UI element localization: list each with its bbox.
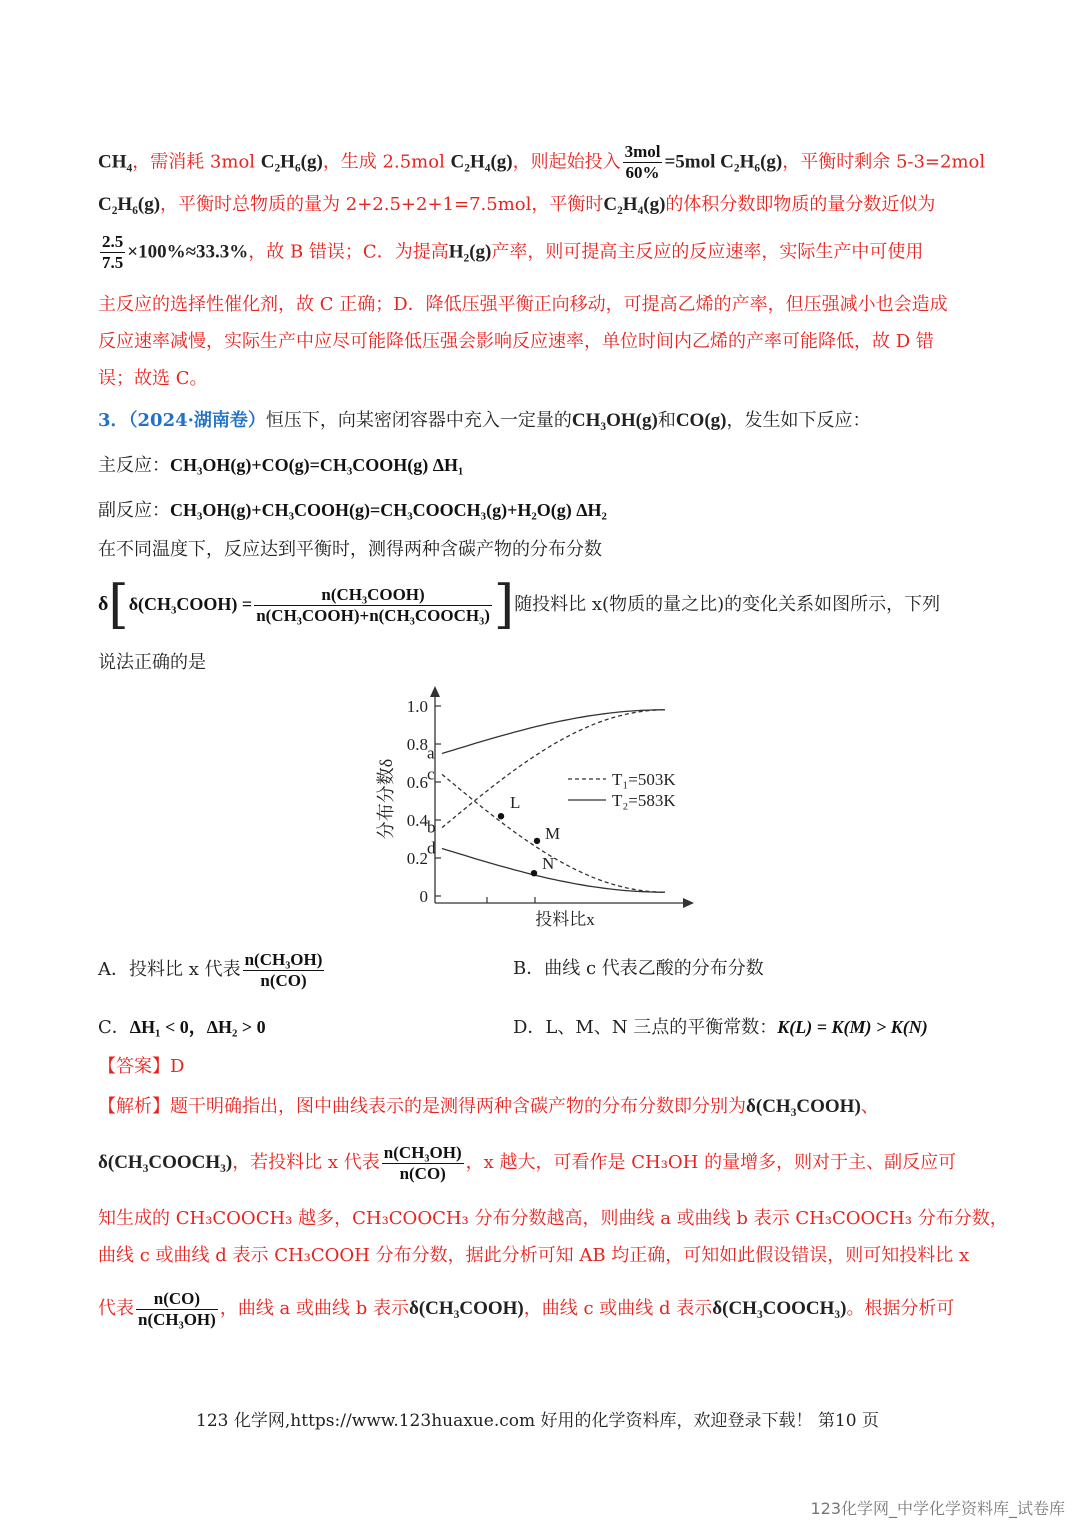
formula-c2h6: C₂H₆(g) [98,194,161,215]
fraction-numerator: 3mol [624,142,661,161]
text-span: ，曲线 a 或曲线 b 表示 [219,1298,409,1319]
y-tick-label: 0.8 [406,735,428,754]
text-span: ，发生如下反应： [726,410,871,431]
option-a[interactable] [98,948,326,992]
delta-symbol: δ [98,593,109,615]
question-ask: 说法正确的是 [98,652,206,673]
y-tick-label: 1.0 [406,697,428,716]
text-span: ，x 越大，可看作是 CH₃OH 的量增多，则对于主、副反应可 [465,1152,957,1173]
answer-line [98,1054,184,1080]
point-L [498,813,504,819]
point-M [534,838,540,844]
analysis-line-4: 曲线 c 或曲线 d 表示 CH₃COOH 分布分数，据此分析可知 AB 均正确，可知如此假设错误，则可知投料比 x [98,1245,970,1266]
y-tick-label: 0.4 [406,811,428,830]
formula-ch4: CH₄ [98,151,133,173]
analysis-line-5 [98,1286,954,1332]
main-reaction [98,452,463,479]
bracket-left: [ [108,575,129,635]
text-span: ，平衡时剩余 5-3=2mol [782,151,986,173]
curve-label-b: b [427,817,436,837]
analysis-line-2 [98,1140,956,1186]
curve-labels [427,744,560,877]
text-span: ，平衡时总物质的量为 2+2.5+2+1=7.5mol，平衡时 [160,194,604,215]
formula-c2h6: C₂H₆(g) [720,151,783,173]
text-span: ，需消耗 3mol [132,151,261,173]
text-span: ，生成 2.5mol [322,151,451,173]
point-label-M: M [545,823,561,843]
analysis-line-3: 知生成的 CH₃COOCH₃ 越多，CH₃COOCH₃ 分布分数越高，则曲线 a 或曲线 b 表示 CH₃COOCH₃ 分布分数， [98,1208,1008,1229]
question-number: 3． [98,410,129,431]
option-c-equation: ΔH₁ < 0，ΔH₂ > 0 [129,1017,266,1037]
text-span: 产率，则可提高主反应的反应速率，实际生产中可使用 [491,241,924,263]
text-span: 。根据分析可 [846,1298,955,1319]
option-c-label: C． [98,1017,130,1038]
text-span: 代表 [98,1298,134,1319]
option-d[interactable] [513,1014,928,1041]
prev-line-3 [98,232,923,273]
delta-fraction [254,585,492,626]
side-reaction-equation: CH₃OH(g)+CH₃COOH(g)=CH₃COOCH₃(g)+H₂O(g) ΔH₂ [170,500,607,520]
curve-label-c: c [427,764,435,784]
answer-value: D [170,1056,185,1077]
fraction-3mol-60 [623,142,663,183]
y-axis-label: 分布分数δ [376,758,396,840]
y-tick-label: 0.2 [406,849,428,868]
option-d-label: D．L、M、N 三点的平衡常数： [513,1017,778,1038]
delta-lhs: δ(CH₃COOH) = [128,594,253,614]
formula-delta-ch3cooch3: δ(CH₃COOCH₃) [712,1298,847,1319]
fraction-2.5-7.5 [100,232,125,273]
text-span: 随投料比 x(物质的量之比)的变化关系如图所示，下列 [514,594,941,615]
prev-line-6: 误；故选 C。 [98,368,208,389]
formula-c2h6: C₂H₆(g) [260,151,323,173]
point-label-N: N [542,854,555,874]
formula-delta-ch3cooh: δ(CH₃COOH) [746,1096,861,1117]
page-footer: 123 化学网,https://www.123huaxue.com 好用的化学资料库，欢迎登录下载！ 第10 页 [196,1411,879,1431]
y-axis-arrow [430,686,440,697]
text-span: 、 [860,1096,879,1117]
text-span: ，若投料比 x 代表 [232,1152,380,1173]
distribution-chart [370,683,700,933]
legend [568,770,676,810]
delta-definition [98,574,940,638]
y-tick-label: 0.6 [406,773,428,792]
text-span: 恒压下，向某密闭容器中充入一定量的 [265,410,572,431]
formula-delta-ch3cooh: δ(CH₃COOH) [408,1298,524,1319]
fraction-denominator: 60% [625,163,660,182]
fraction-numerator: n(CH₃OH) [244,949,323,969]
text-span: ，曲线 c 或曲线 d 表示 [523,1298,713,1319]
formula-c2h4: C₂H₄(g) [603,194,666,215]
fraction-denominator: n(CH₃OH) [138,1309,216,1329]
question-stem [98,408,870,434]
formula-percent: ×100%≈33.3% [127,241,249,263]
analysis-fraction-1 [382,1143,464,1184]
formula-eq: =5mol [664,151,721,173]
analysis-line-1 [98,1094,879,1120]
legend-t1: T₁=503K [612,770,676,789]
fraction-denominator: n(CH₃COOH)+n(CH₃COOCH₃) [256,605,490,625]
formula-c2h4: C₂H₄(g) [450,151,513,173]
bracket-right: ] [493,575,515,635]
point-N [531,870,537,876]
formula-delta-ch3cooch3: δ(CH₃COOCH₃) [98,1152,233,1173]
fraction-denominator: 7.5 [102,253,124,272]
option-c[interactable] [98,1014,266,1041]
formula-h2: H₂(g) [448,241,492,263]
curve-label-d: d [427,838,436,858]
prev-line-5: 反应速率减慢，实际生产中应尽可能降低压强会影响反应速率，单位时间内乙烯的产率可能降低，故 D 错 [98,331,934,352]
text-span: 和 [657,410,676,431]
prev-line-2 [98,192,935,218]
side-reaction [98,497,607,524]
text-span: ，则起始投入 [512,151,621,173]
formula-co: CO(g) [675,410,727,431]
prev-line-4: 主反应的选择性催化剂，故 C 正确；D．降低压强平衡正向移动，可提高乙烯的产率，但压强减小也会造成 [98,294,948,315]
fraction-numerator: n(CH₃COOH) [254,585,492,606]
fraction-denominator: n(CO) [399,1163,446,1183]
fraction-denominator: n(CO) [260,970,307,990]
main-reaction-equation: CH₃OH(g)+CO(g)=CH₃COOH(g) ΔH₁ [170,455,464,475]
analysis-fraction-2 [136,1289,218,1330]
curve-label-a: a [427,743,435,763]
option-a-fraction [243,950,325,991]
condition-line: 在不同温度下，反应达到平衡时，测得两种含碳产物的分布分数 [98,539,602,560]
legend-t2: T₂=583K [612,791,676,810]
text-span: 的体积分数即物质的量分数近似为 [665,194,936,215]
answer-tag: 【答案】 [98,1056,170,1077]
x-axis-label: 投料比x [535,910,595,929]
fraction-numerator: n(CO) [136,1289,218,1310]
question-source: （2024·湖南卷） [128,410,266,431]
fraction-numerator: n(CH₃OH) [383,1142,462,1162]
x-axis-arrow [683,898,694,908]
y-tick-label: 0 [419,887,428,906]
watermark: 123化学网_中学化学资料库_试卷库 [810,1499,1065,1518]
side-reaction-label: 副反应： [98,500,170,521]
option-b[interactable]: B．曲线 c 代表乙酸的分布分数 [513,958,764,979]
main-reaction-label: 主反应： [98,455,170,476]
formula-ch3oh: CH₃OH(g) [571,410,658,431]
option-a-label: A．投料比 x 代表 [98,959,241,980]
text-span: 题干明确指出，图中曲线表示的是测得两种含碳产物的分布分数即分别为 [170,1096,746,1117]
text-span: ，故 B 错误；C．为提高 [248,241,449,263]
prev-line-1 [98,142,985,183]
curve-a [442,710,665,754]
point-label-L: L [510,793,521,813]
fraction-numerator: 2.5 [102,232,124,251]
option-d-equation: K(L) = K(M) > K(N) [777,1017,928,1037]
analysis-tag: 【解析】 [98,1096,170,1117]
